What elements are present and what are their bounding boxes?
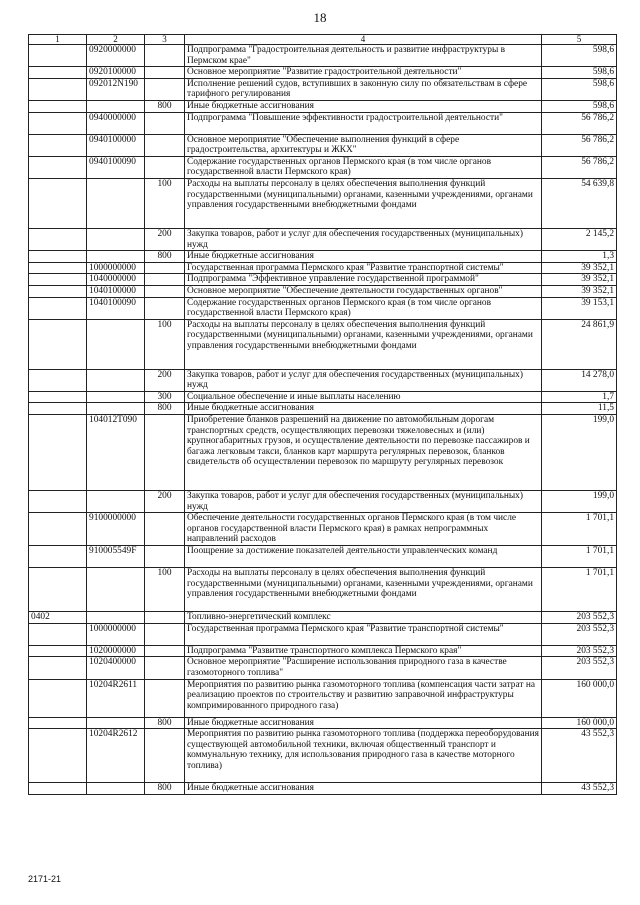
table-row: [29, 783, 617, 795]
amount-cell: 203 552,3: [542, 645, 617, 657]
amount-cell: 1 701,1: [542, 513, 617, 546]
table-row: [29, 415, 617, 491]
table-row: [29, 717, 617, 729]
expense-type-cell: 100: [145, 178, 185, 228]
amount-cell: 203 552,3: [542, 612, 617, 624]
amount-cell: 199,0: [542, 415, 617, 491]
target-article-cell: 092012N190: [87, 78, 145, 100]
section-code-cell: [29, 657, 87, 679]
amount-cell: 199,0: [542, 491, 617, 513]
section-code-cell: [29, 623, 87, 645]
section-code-cell: [29, 262, 87, 274]
table-row: [29, 251, 617, 263]
expense-type-cell: [145, 134, 185, 156]
table-row: [29, 679, 617, 717]
table-row: [29, 228, 617, 250]
target-article-cell: 910005549F: [87, 546, 145, 568]
table-row: [29, 568, 617, 612]
table-row: [29, 657, 617, 679]
amount-cell: 39 352,1: [542, 262, 617, 274]
amount-cell: 1,7: [542, 391, 617, 403]
description-cell: Содержание государственных органов Пермского края (в том числе органов государственной власти Пермского края): [185, 156, 542, 178]
expense-type-cell: 100: [145, 568, 185, 612]
description-cell: Иные бюджетные ассигнования: [185, 717, 542, 729]
expense-type-cell: 300: [145, 391, 185, 403]
table-row: [29, 100, 617, 112]
description-cell: Основное мероприятие "Обеспечение выполнения функций в сфере градостроительства, архитектуры и ЖКХ": [185, 134, 542, 156]
description-cell: Расходы на выплаты персоналу в целях обеспечения выполнения функций государственными (муниципальными) органами, казенными учреждениями, органами управления государственными внебюджетными фондами: [185, 178, 542, 228]
section-code-cell: [29, 645, 87, 657]
description-cell: Мероприятия по развитию рынка газомоторного топлива (компенсация части затрат на реализацию проектов по строительству и развитию заправочной инфраструктуры компримированного природного газа): [185, 679, 542, 717]
table-row: [29, 274, 617, 286]
target-article-cell: [87, 403, 145, 415]
table-row: [29, 729, 617, 783]
description-cell: Подпрограмма "Градостроительная деятельность и развитие инфраструктуры в Пермском крае": [185, 45, 542, 67]
section-code-cell: [29, 513, 87, 546]
expense-type-cell: [145, 262, 185, 274]
description-cell: Содержание государственных органов Пермского края (в том числе органов государственной власти Пермского края): [185, 297, 542, 319]
description-cell: Основное мероприятие "Развитие градостроительной деятельности": [185, 67, 542, 79]
header-col-5: 5: [542, 35, 617, 45]
amount-cell: 160 000,0: [542, 679, 617, 717]
expense-type-cell: [145, 546, 185, 568]
amount-cell: 598,6: [542, 100, 617, 112]
section-code-cell: [29, 403, 87, 415]
target-article-cell: 0940000000: [87, 112, 145, 134]
expense-type-cell: 800: [145, 783, 185, 795]
target-article-cell: [87, 319, 145, 369]
expense-type-cell: 800: [145, 100, 185, 112]
section-code-cell: [29, 783, 87, 795]
section-code-cell: [29, 67, 87, 79]
header-col-1: 1: [29, 35, 87, 45]
amount-cell: 43 552,3: [542, 729, 617, 783]
description-cell: Топливно-энергетический комплекс: [185, 612, 542, 624]
expense-type-cell: 200: [145, 369, 185, 391]
section-code-cell: [29, 45, 87, 67]
description-cell: Закупка товаров, работ и услуг для обеспечения государственных (муниципальных) нужд: [185, 228, 542, 250]
section-code-cell: [29, 134, 87, 156]
amount-cell: 24 861,9: [542, 319, 617, 369]
description-cell: Основное мероприятие "Обеспечение деятельности государственных органов": [185, 285, 542, 297]
expense-type-cell: 200: [145, 228, 185, 250]
target-article-cell: [87, 717, 145, 729]
expense-type-cell: 800: [145, 403, 185, 415]
amount-cell: 1 701,1: [542, 546, 617, 568]
expense-type-cell: 200: [145, 491, 185, 513]
target-article-cell: 1000000000: [87, 623, 145, 645]
table-row: [29, 319, 617, 369]
expense-type-cell: [145, 645, 185, 657]
description-cell: Подпрограмма "Повышение эффективности градостроительной деятельности": [185, 112, 542, 134]
section-code-cell: [29, 369, 87, 391]
table-row: [29, 156, 617, 178]
table-row: [29, 67, 617, 79]
description-cell: Поощрение за достижение показателей деятельности управленческих команд: [185, 546, 542, 568]
target-article-cell: 0920000000: [87, 45, 145, 67]
amount-cell: 2 145,2: [542, 228, 617, 250]
expense-type-cell: [145, 112, 185, 134]
table-row: [29, 513, 617, 546]
target-article-cell: [87, 178, 145, 228]
target-article-cell: 10204R2611: [87, 679, 145, 717]
section-code-cell: [29, 319, 87, 369]
table-row: [29, 546, 617, 568]
target-article-cell: 1020400000: [87, 657, 145, 679]
target-article-cell: [87, 100, 145, 112]
section-code-cell: [29, 297, 87, 319]
expense-type-cell: [145, 78, 185, 100]
expense-type-cell: [145, 657, 185, 679]
description-cell: Государственная программа Пермского края "Развитие транспортной системы": [185, 262, 542, 274]
section-code-cell: [29, 546, 87, 568]
description-cell: Государственная программа Пермского края "Развитие транспортной системы": [185, 623, 542, 645]
amount-cell: 39 352,1: [542, 274, 617, 286]
amount-cell: 39 352,1: [542, 285, 617, 297]
document-code: 2171-21: [28, 874, 62, 884]
expense-type-cell: 100: [145, 319, 185, 369]
section-code-cell: [29, 415, 87, 491]
expense-type-cell: [145, 415, 185, 491]
amount-cell: 56 786,2: [542, 134, 617, 156]
table-row: [29, 78, 617, 100]
expense-type-cell: 800: [145, 251, 185, 263]
expense-type-cell: [145, 729, 185, 783]
description-cell: Приобретение бланков разрешений на движение по автомобильным дорогам транспортных средств, осуществляющих перевозки тяжеловесных и (или) крупногабаритных грузов, и осуществление деятельности по перевозке пассажиров и багажа легковым такси, бланков карт маршрута регулярных перевозок, бланков свидетельств об осуществлении перевозок по маршруту регулярных перевозок: [185, 415, 542, 491]
section-code-cell: [29, 251, 87, 263]
description-cell: Подпрограмма "Эффективное управление государственной программой": [185, 274, 542, 286]
target-article-cell: [87, 612, 145, 624]
description-cell: Закупка товаров, работ и услуг для обеспечения государственных (муниципальных) нужд: [185, 369, 542, 391]
amount-cell: 14 278,0: [542, 369, 617, 391]
section-code-cell: [29, 178, 87, 228]
amount-cell: 203 552,3: [542, 657, 617, 679]
table-row: [29, 391, 617, 403]
target-article-cell: 104012Т090: [87, 415, 145, 491]
target-article-cell: [87, 228, 145, 250]
section-code-cell: [29, 729, 87, 783]
target-article-cell: 9100000000: [87, 513, 145, 546]
table-row: [29, 623, 617, 645]
amount-cell: 1 701,1: [542, 568, 617, 612]
table-row: [29, 297, 617, 319]
description-cell: Мероприятия по развитию рынка газомоторного топлива (поддержка переоборудования существующей автомобильной техники, включая общественный транспорт и коммунальную технику, для использования природного газа в качестве моторного топлива): [185, 729, 542, 783]
amount-cell: 43 552,3: [542, 783, 617, 795]
table-row: [29, 45, 617, 67]
table-row: [29, 112, 617, 134]
table-row: [29, 369, 617, 391]
table-row: [29, 491, 617, 513]
amount-cell: 598,6: [542, 45, 617, 67]
expense-type-cell: [145, 156, 185, 178]
amount-cell: 54 639,8: [542, 178, 617, 228]
target-article-cell: 1040100000: [87, 285, 145, 297]
target-article-cell: [87, 568, 145, 612]
expense-type-cell: [145, 513, 185, 546]
section-code-cell: [29, 491, 87, 513]
section-code-cell: 0402: [29, 612, 87, 624]
target-article-cell: 1000000000: [87, 262, 145, 274]
description-cell: Иные бюджетные ассигнования: [185, 403, 542, 415]
expense-type-cell: [145, 623, 185, 645]
target-article-cell: 1040000000: [87, 274, 145, 286]
header-col-3: 3: [145, 35, 185, 45]
header-col-4: 4: [185, 35, 542, 45]
target-article-cell: 0940100000: [87, 134, 145, 156]
description-cell: Расходы на выплаты персоналу в целях обеспечения выполнения функций государственными (муниципальными) органами, казенными учреждениями, органами управления государственными внебюджетными фондами: [185, 319, 542, 369]
description-cell: Иные бюджетные ассигнования: [185, 100, 542, 112]
amount-cell: 56 786,2: [542, 112, 617, 134]
table-header-row: [29, 35, 617, 45]
target-article-cell: 0920100000: [87, 67, 145, 79]
table-row: [29, 178, 617, 228]
target-article-cell: 1040100090: [87, 297, 145, 319]
description-cell: Подпрограмма "Развитие транспортного комплекса Пермского края": [185, 645, 542, 657]
description-cell: Основное мероприятие "Расширение использования природного газа в качестве газомоторного топлива": [185, 657, 542, 679]
expense-type-cell: 800: [145, 717, 185, 729]
description-cell: Обеспечение деятельности государственных органов Пермского края (в том числе органов государственной власти Пермского края) в рамках непрограммных направлений расходов: [185, 513, 542, 546]
table-row: [29, 612, 617, 624]
description-cell: Исполнение решений судов, вступивших в законную силу по обязательствам в сфере тарифного регулирования: [185, 78, 542, 100]
amount-cell: 39 153,1: [542, 297, 617, 319]
header-col-2: 2: [87, 35, 145, 45]
table-row: [29, 645, 617, 657]
expense-type-cell: [145, 45, 185, 67]
target-article-cell: [87, 783, 145, 795]
section-code-cell: [29, 112, 87, 134]
target-article-cell: [87, 491, 145, 513]
section-code-cell: [29, 156, 87, 178]
expense-type-cell: [145, 274, 185, 286]
amount-cell: 11,5: [542, 403, 617, 415]
table-row: [29, 262, 617, 274]
table-row: [29, 403, 617, 415]
description-cell: Социальное обеспечение и иные выплаты населению: [185, 391, 542, 403]
section-code-cell: [29, 285, 87, 297]
description-cell: Иные бюджетные ассигнования: [185, 251, 542, 263]
description-cell: Расходы на выплаты персоналу в целях обеспечения выполнения функций государственными (муниципальными) органами, казенными учреждениями, органами управления государственными внебюджетными фондами: [185, 568, 542, 612]
amount-cell: 160 000,0: [542, 717, 617, 729]
target-article-cell: 1020000000: [87, 645, 145, 657]
target-article-cell: 10204R2612: [87, 729, 145, 783]
amount-cell: 598,6: [542, 67, 617, 79]
section-code-cell: [29, 274, 87, 286]
expense-type-cell: [145, 67, 185, 79]
section-code-cell: [29, 228, 87, 250]
description-cell: Иные бюджетные ассигнования: [185, 783, 542, 795]
target-article-cell: 0940100090: [87, 156, 145, 178]
section-code-cell: [29, 568, 87, 612]
target-article-cell: [87, 391, 145, 403]
section-code-cell: [29, 679, 87, 717]
expense-type-cell: [145, 285, 185, 297]
section-code-cell: [29, 78, 87, 100]
table-row: [29, 134, 617, 156]
section-code-cell: [29, 100, 87, 112]
description-cell: Закупка товаров, работ и услуг для обеспечения государственных (муниципальных) нужд: [185, 491, 542, 513]
table-row: [29, 285, 617, 297]
amount-cell: 598,6: [542, 78, 617, 100]
expense-type-cell: [145, 679, 185, 717]
target-article-cell: [87, 251, 145, 263]
amount-cell: 203 552,3: [542, 623, 617, 645]
budget-table: [28, 34, 617, 795]
page-number: 18: [313, 10, 327, 25]
target-article-cell: [87, 369, 145, 391]
amount-cell: 1,3: [542, 251, 617, 263]
budget-table-body: [29, 35, 617, 795]
section-code-cell: [29, 391, 87, 403]
amount-cell: 56 786,2: [542, 156, 617, 178]
expense-type-cell: [145, 612, 185, 624]
section-code-cell: [29, 717, 87, 729]
expense-type-cell: [145, 297, 185, 319]
